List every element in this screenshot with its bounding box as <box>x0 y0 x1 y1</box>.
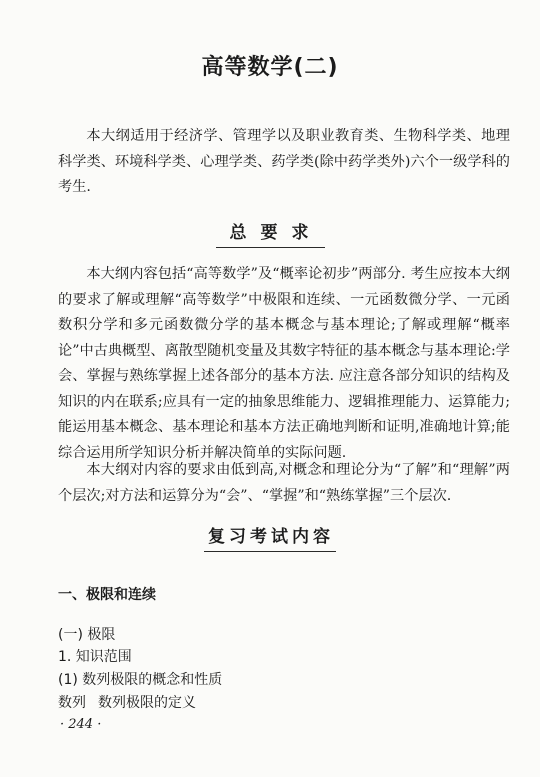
review-content-heading <box>0 522 540 552</box>
sequence-term: 数列 <box>58 695 86 711</box>
review-content-heading-text: 复习考试内容 <box>204 522 336 552</box>
intro-paragraph: 本大纲适用于经济学、管理学以及职业教育类、生物科学类、地理科学类、环境科学类、心理学类、药学类(除中药学类外)六个一级学科的考生. <box>58 128 510 195</box>
subsection-limits: (一) 极限 <box>58 627 116 643</box>
page-number: · 244 · <box>60 717 102 732</box>
requirements-paragraph-1: 本大纲内容包括“高等数学”及“概率论初步”两部分. 考生应按本大纲的要求了解或理解“高等数学”中极限和连续、一元函数微分学、一元函数积分学和多元函数微分学的基本概念与基本理论;了解或理解“概率论”中古典概型、离散型随机变量及其数字特征的基本概念与基本理论:学会、掌握与熟练掌握上述各部分的基本方法. 应注意各部分知识的结构及知识的内在联系;应具有一定的抽象思维能力、逻辑推理能力、运算能力;能运用基本概念、基本理论和基本方法正确地判断和证明,准确地计算;能综合运用所学知识分析并解决简单的实际问题. <box>58 266 510 461</box>
sequence-limit-definition-line <box>58 692 196 712</box>
knowledge-scope: 1. 知识范围 <box>58 649 132 665</box>
sequence-limit-concept: (1) 数列极限的概念和性质 <box>58 672 223 688</box>
requirements-paragraph-2: 本大纲对内容的要求由低到高,对概念和理论分为“了解”和“理解”两个层次;对方法和运算分为“会”、“掌握”和“熟练掌握”三个层次. <box>58 462 510 504</box>
page-title: 高等数学(二) <box>201 55 339 80</box>
general-requirements-heading <box>0 218 540 248</box>
general-requirements-heading-text: 总要求 <box>216 218 325 248</box>
section-heading-limits: 一、极限和连续 <box>58 587 156 603</box>
sequence-definition-text: 数列极限的定义 <box>98 695 196 711</box>
